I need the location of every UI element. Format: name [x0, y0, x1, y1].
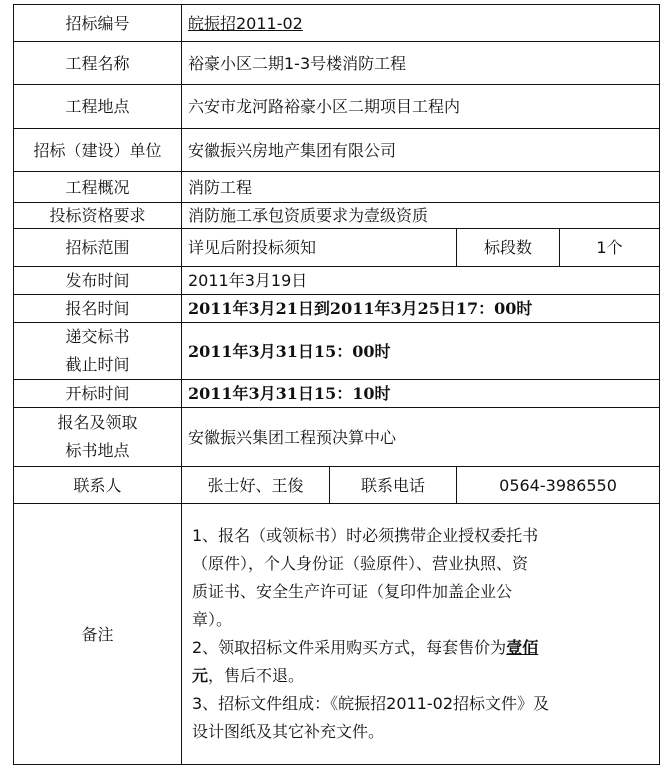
label-pickup-location-line2: 标书地点: [65, 441, 130, 460]
row-project-name: [14, 42, 660, 85]
row-owner: [14, 129, 660, 172]
value-scope: 详见后附投标须知: [182, 229, 457, 267]
label-submission-deadline-line1: 递交标书: [65, 327, 130, 346]
row-bid-number: [14, 5, 660, 42]
value-sections: 1个: [560, 229, 660, 267]
note-2-line-2: [188, 662, 653, 690]
value-registration-time: 2011年3月21日到2011年3月25日17：00时: [182, 295, 660, 323]
label-overview: 工程概况: [14, 172, 182, 203]
label-qualification: 投标资格要求: [14, 203, 182, 229]
value-contact: 张士好、王俊: [182, 467, 330, 504]
note-1-line-4: 章）。: [192, 610, 233, 629]
value-project-name: 裕豪小区二期1-3号楼消防工程: [182, 42, 660, 85]
row-scope: [14, 229, 660, 267]
note-2-unit: 元: [192, 666, 209, 685]
label-opening-time: 开标时间: [14, 380, 182, 408]
note-2-price: 壹佰: [506, 638, 539, 657]
label-publish-time: 发布时间: [14, 267, 182, 295]
row-location: [14, 85, 660, 129]
note-1-line-3: 质证书、安全生产许可证（复印件加盖企业公: [192, 582, 513, 601]
note-1-line-2: （原件），个人身份证（验原件）、营业执照、资: [192, 554, 529, 573]
label-submission-deadline-line2: 截止时间: [65, 355, 130, 374]
label-pickup-location: [14, 408, 182, 467]
label-submission-deadline: [14, 323, 182, 380]
value-overview: 消防工程: [182, 172, 660, 203]
row-submission-deadline: [14, 323, 660, 380]
label-phone: 联系电话: [330, 467, 457, 504]
value-publish-time: 2011年3月19日: [182, 267, 660, 295]
note-1-line-1: 1、报名（或领标书）时必须携带企业授权委托书: [192, 526, 539, 545]
row-notes: [14, 504, 660, 765]
label-registration-time: 报名时间: [14, 295, 182, 323]
bid-notice-table: [13, 4, 660, 765]
label-bid-number: 招标编号: [14, 5, 182, 42]
value-notes: [182, 504, 660, 765]
value-submission-deadline: 2011年3月31日15：00时: [182, 323, 660, 380]
row-opening-time: [14, 380, 660, 408]
row-registration-time: [14, 295, 660, 323]
row-contact: [14, 467, 660, 504]
value-phone: 0564-3986550: [457, 467, 660, 504]
label-contact: 联系人: [14, 467, 182, 504]
note-2-line-1: [188, 634, 653, 662]
label-location: 工程地点: [14, 85, 182, 129]
label-sections: 标段数: [457, 229, 560, 267]
label-owner: 招标（建设）单位: [14, 129, 182, 172]
note-2-rest: ，售后不退。: [208, 666, 305, 685]
row-overview: [14, 172, 660, 203]
row-pickup-location: [14, 408, 660, 467]
row-publish-time: [14, 267, 660, 295]
note-3-line-2: 设计图纸及其它补充文件。: [192, 722, 385, 741]
note-3-line-1: 3、招标文件组成：《皖振招2011-02招标文件》及: [192, 694, 550, 713]
value-opening-time: 2011年3月31日15：10时: [182, 380, 660, 408]
value-qualification: 消防施工承包资质要求为壹级资质: [182, 203, 660, 229]
note-2-prefix: 2、领取招标文件采用购买方式，每套售价为: [192, 638, 507, 657]
label-project-name: 工程名称: [14, 42, 182, 85]
label-scope: 招标范围: [14, 229, 182, 267]
value-owner: 安徽振兴房地产集团有限公司: [182, 129, 660, 172]
row-qualification: [14, 203, 660, 229]
label-notes: 备注: [14, 504, 182, 765]
value-bid-number: [182, 5, 660, 42]
value-pickup-location: 安徽振兴集团工程预决算中心: [182, 408, 660, 467]
label-pickup-location-line1: 报名及领取: [57, 413, 138, 432]
bid-number-text: 皖振招2011-02: [188, 13, 303, 33]
value-location: 六安市龙河路裕豪小区二期项目工程内: [182, 85, 660, 129]
